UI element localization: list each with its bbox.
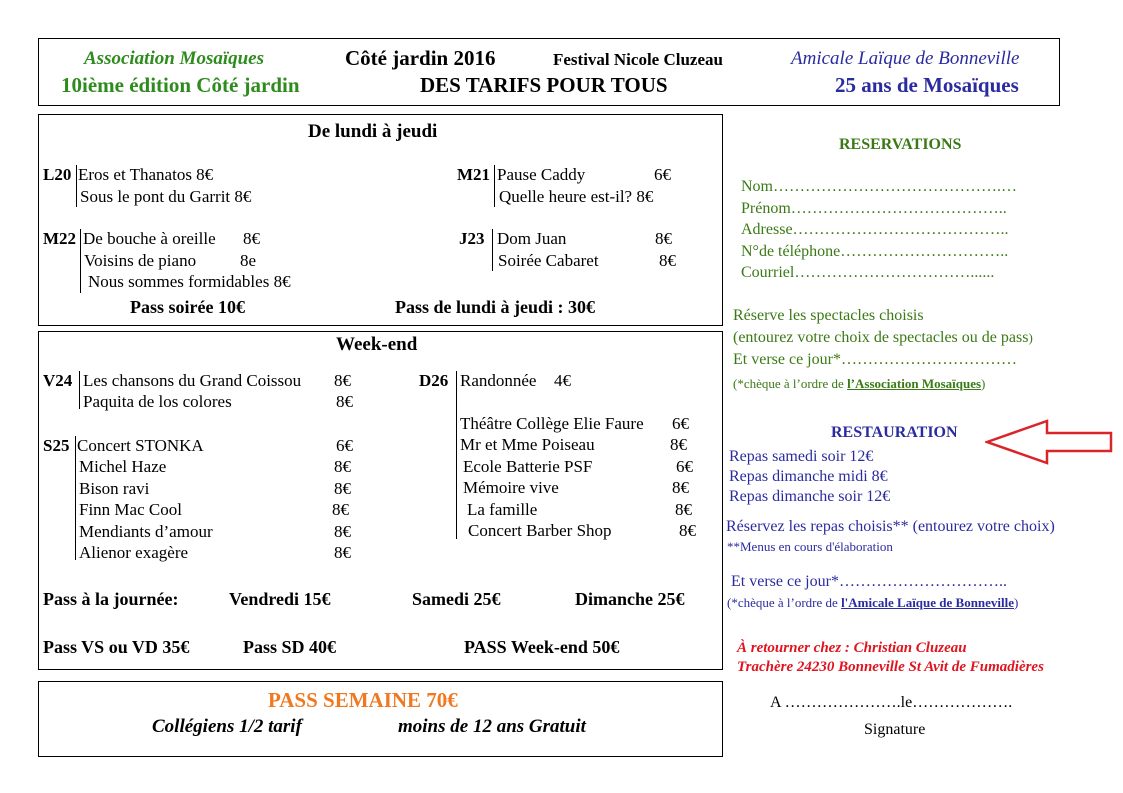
retour-line-2: Trachère 24230 Bonneville St Avit de Fumadières — [737, 659, 1044, 675]
anniversary-label: 25 ans de Mosaïques — [835, 73, 1019, 97]
d26-show-name: La famille — [467, 499, 538, 519]
v24-show-name: Paquita de los colores — [83, 392, 232, 411]
s25-code: S25 — [43, 436, 70, 455]
repas-dimanche-soir: Repas dimanche soir 12€ — [729, 488, 891, 505]
d26-show-name: Mr et Mme Poiseau — [460, 435, 595, 455]
pass-journee-label: Pass à la journée: — [43, 589, 179, 609]
reservez-repas-text: Réservez les repas choisis** (entourez votre choix) — [726, 518, 1055, 535]
j23-bracket — [492, 229, 493, 271]
s25-show-price: 8€ — [332, 500, 349, 520]
cheque-mosaiques: (*chèque à l’ordre de l’Association Mosaïques) — [733, 376, 986, 391]
payee-amicale: l'Amicale Laïque de Bonneville — [841, 595, 1015, 610]
weekend-heading: Week-end — [336, 334, 418, 355]
s25-show-name: Bison ravi — [79, 478, 150, 498]
pass-soiree: Pass soirée 10€ — [130, 297, 245, 317]
d26-show-price: 6€ — [676, 456, 693, 476]
pass-samedi: Samedi 25€ — [412, 589, 501, 609]
l20-show-1: Eros et Thanatos 8€ — [78, 165, 214, 184]
entourez-text: (entourez votre choix de spectacles ou de pass) — [733, 329, 1033, 346]
d26-show-name: Concert Barber Shop — [468, 521, 612, 540]
m21-code: M21 — [457, 165, 491, 184]
s25-show-price: 8€ — [334, 543, 351, 562]
weekday-heading: De lundi à jeudi — [308, 121, 438, 142]
cheque-amicale: (*chèque à l’ordre de l'Amicale Laïque de Bonneville) — [727, 595, 1019, 610]
v24-bracket — [79, 371, 80, 409]
moins-12-gratuit: moins de 12 ans Gratuit — [398, 716, 586, 737]
signature-label: Signature — [864, 721, 926, 738]
telephone-field[interactable]: N°de téléphone………………………….. — [741, 243, 1009, 260]
tarifs-heading: DES TARIFS POUR TOUS — [420, 73, 668, 97]
page-title: Côté jardin 2016 — [345, 46, 496, 70]
m22-show-1-name: De bouche à oreille — [83, 229, 216, 248]
s25-show-name: Alienor exagère — [79, 543, 189, 562]
j23-show-2-price: 8€ — [659, 251, 676, 270]
arrow-left-icon — [985, 418, 1115, 468]
courriel-field[interactable]: Courriel……………………………...... — [741, 264, 995, 281]
m21-show-2: Quelle heure est-il? 8€ — [499, 187, 654, 206]
d26-show-name: Ecole Batterie PSF — [463, 456, 593, 476]
retour-line-1: À retourner chez : Christian Cluzeau — [737, 640, 967, 656]
repas-verse-field[interactable]: Et verse ce jour*………………………….. — [731, 573, 1007, 590]
prenom-field[interactable]: Prénom………………………………….. — [741, 200, 1007, 217]
nom-field[interactable]: Nom…………………………………….… — [741, 178, 1017, 195]
pass-sd: Pass SD 40€ — [243, 637, 337, 657]
edition-label: 10ième édition Côté jardin — [61, 73, 300, 97]
j23-show-1-price: 8€ — [655, 229, 672, 248]
d26-bracket — [456, 371, 457, 539]
pass-vendredi: Vendredi 15€ — [229, 589, 331, 609]
repas-dimanche-midi: Repas dimanche midi 8€ — [729, 468, 888, 485]
m21-show-1-name: Pause Caddy — [497, 165, 586, 184]
m22-show-2-price: 8e — [240, 251, 257, 270]
d26-show-name: Théâtre Collège Elie Faure — [460, 414, 644, 433]
payee-mosaiques: l’Association Mosaïques — [847, 376, 982, 391]
d26-show-price: 8€ — [679, 521, 696, 540]
pass-vs-vd: Pass VS ou VD 35€ — [43, 637, 190, 657]
m22-show-2-name: Voisins de piano — [84, 251, 197, 270]
adresse-field[interactable]: Adresse………………………………….. — [741, 221, 1009, 238]
v24-show-price: 8€ — [334, 371, 351, 390]
l20-bracket — [76, 165, 77, 207]
j23-show-2-name: Soirée Cabaret — [498, 251, 599, 270]
m22-bracket — [80, 229, 81, 293]
l20-show-2: Sous le pont du Garrit 8€ — [80, 187, 252, 206]
j23-show-1-name: Dom Juan — [497, 229, 567, 248]
m22-show-1-price: 8€ — [243, 229, 260, 248]
m21-show-1-price: 6€ — [654, 165, 671, 184]
m21-bracket — [494, 165, 495, 207]
d26-show-name: Mémoire vive — [463, 478, 559, 498]
s25-bracket — [75, 436, 76, 560]
v24-show-name: Les chansons du Grand Coissou — [83, 371, 302, 390]
s25-show-price: 6€ — [336, 436, 353, 455]
amicale-laique-label: Amicale Laïque de Bonneville — [791, 48, 1020, 69]
pass-dimanche: Dimanche 25€ — [575, 589, 685, 609]
v24-show-price: 8€ — [336, 392, 353, 411]
s25-show-name: Michel Haze — [79, 457, 167, 477]
v24-code: V24 — [43, 371, 73, 390]
s25-show-price: 8€ — [334, 457, 351, 477]
place-date-field[interactable]: A ………………….le………………. — [770, 694, 1013, 711]
s25-show-price: 8€ — [334, 521, 351, 541]
d26-show-price: 8€ — [672, 478, 689, 498]
j23-code: J23 — [459, 229, 485, 248]
d26-show-price: 6€ — [672, 414, 689, 433]
s25-show-name: Finn Mac Cool — [79, 500, 182, 520]
d26-first-price: 4€ — [554, 371, 571, 390]
m22-code: M22 — [43, 229, 77, 248]
menus-note: **Menus en cours d'élaboration — [727, 539, 893, 554]
l20-code: L20 — [43, 165, 72, 184]
d26-show-price: 8€ — [670, 435, 687, 455]
d26-code: D26 — [419, 371, 449, 390]
festival-label: Festival Nicole Cluzeau — [553, 50, 723, 69]
m22-show-3: Nous sommes formidables 8€ — [88, 272, 291, 291]
association-mosaiques-label: Association Mosaïques — [84, 48, 265, 69]
s25-show-price: 8€ — [334, 478, 351, 498]
d26-first-name: Randonnée — [460, 371, 537, 390]
repas-samedi-soir: Repas samedi soir 12€ — [729, 448, 874, 465]
verse-field[interactable]: Et verse ce jour*…………………………… — [733, 351, 1017, 368]
pass-weekend: PASS Week-end 50€ — [464, 637, 620, 657]
s25-show-name: Mendiants d’amour — [79, 521, 213, 541]
s25-show-name: Concert STONKA — [77, 436, 204, 455]
pass-lundi-jeudi: Pass de lundi à jeudi : 30€ — [395, 297, 596, 317]
pass-semaine: PASS SEMAINE 70€ — [268, 688, 458, 712]
restauration-heading: RESTAURATION — [831, 424, 958, 441]
reserve-text: Réserve les spectacles choisis — [733, 307, 924, 324]
d26-show-price: 8€ — [675, 499, 692, 519]
collegiens-tarif: Collégiens 1/2 tarif — [152, 716, 302, 737]
reservations-heading: RESERVATIONS — [839, 136, 962, 153]
weekday-section — [38, 114, 723, 326]
